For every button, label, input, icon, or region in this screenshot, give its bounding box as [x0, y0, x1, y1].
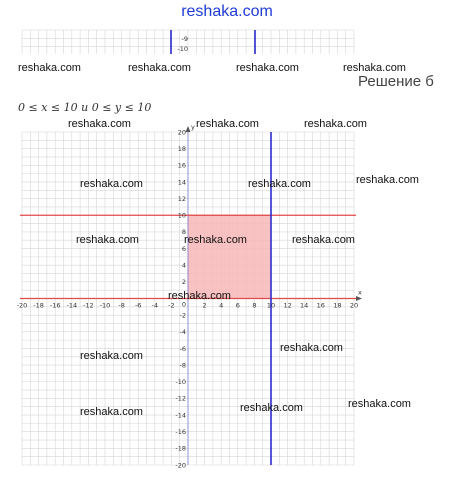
watermark: reshaka.com	[240, 402, 303, 414]
solution-heading: Решение б	[358, 73, 434, 90]
x-tick-label: 4	[219, 301, 224, 310]
y-tick-label: -8	[179, 361, 186, 370]
watermark: reshaka.com	[356, 174, 419, 186]
y-tick-label: 8	[181, 228, 186, 237]
x-tick-label: -20	[16, 301, 28, 310]
x-tick-label: 8	[252, 301, 257, 310]
origin-label: 0	[181, 300, 186, 309]
watermark: reshaka.com	[68, 118, 131, 130]
x-tick-label: -16	[49, 301, 61, 310]
watermark: reshaka.com	[168, 290, 231, 302]
y-tick-label: -14	[175, 411, 186, 420]
x-tick-label: -12	[83, 301, 94, 310]
y-tick-label: -2	[179, 311, 186, 320]
watermark: reshaka.com	[343, 62, 406, 74]
y-tick-label: -20	[175, 461, 186, 470]
y-tick-label: -6	[179, 344, 186, 353]
watermark: reshaka.com	[80, 350, 143, 362]
watermark: reshaka.com	[304, 118, 367, 130]
x-tick-label: -10	[99, 301, 111, 310]
y-tick-label: 16	[177, 161, 186, 170]
watermark: reshaka.com	[76, 234, 139, 246]
y-tick-label: 20	[177, 128, 186, 137]
y-tick-label: 6	[181, 244, 186, 253]
y-tick-label: 4	[181, 261, 186, 270]
watermark: reshaka.com	[348, 398, 411, 410]
y-axis-label: y	[191, 123, 195, 131]
watermark: reshaka.com	[292, 234, 355, 246]
x-tick-label: 2	[202, 301, 207, 310]
y-tick-label: -10	[175, 378, 186, 387]
watermark: reshaka.com	[236, 62, 299, 74]
y-tick-label: 2	[181, 278, 186, 287]
y-tick-label: -4	[179, 328, 186, 337]
site-title[interactable]: reshaka.com	[181, 3, 273, 20]
x-tick-label: -14	[66, 301, 78, 310]
x-tick-label: 12	[283, 301, 292, 310]
x-tick-label: 10	[266, 301, 276, 310]
watermark: reshaka.com	[80, 406, 143, 418]
x-tick-label: -18	[33, 301, 44, 310]
y-tick-label: 18	[177, 144, 186, 153]
x-tick-label: 14	[300, 301, 309, 310]
watermark: reshaka.com	[128, 62, 191, 74]
x-tick-label: -6	[134, 301, 142, 310]
watermark: reshaka.com	[280, 342, 343, 354]
x-tick-label: 6	[235, 301, 240, 310]
solution-condition: 0 ≤ x ≤ 10 и 0 ≤ y ≤ 10	[18, 101, 152, 114]
watermark: reshaka.com	[184, 234, 247, 246]
x-axis-arrow	[356, 296, 362, 301]
y-axis-arrow	[186, 126, 191, 132]
watermark: reshaka.com	[196, 118, 259, 130]
shaded-region	[188, 215, 271, 298]
y-tick-label: -16	[175, 428, 186, 436]
x-tick-label: -4	[151, 301, 159, 310]
x-tick-label: 18	[333, 301, 342, 310]
y-tick-label: -12	[175, 394, 186, 403]
x-tick-label: 16	[316, 301, 325, 310]
y-tick-label: -10	[177, 45, 188, 53]
x-tick-label: -2	[168, 301, 175, 310]
watermark: reshaka.com	[80, 178, 143, 190]
y-tick-label: 12	[177, 194, 186, 203]
y-tick-label: -18	[175, 444, 186, 453]
watermark: reshaka.com	[18, 62, 81, 74]
y-tick-label: 10	[177, 211, 186, 220]
watermark: reshaka.com	[248, 178, 311, 190]
y-tick-label: -9	[181, 35, 188, 43]
x-axis-label: x	[358, 288, 362, 297]
x-tick-label: -8	[118, 301, 125, 310]
x-tick-label: 20	[349, 301, 359, 310]
y-tick-label: 14	[177, 178, 186, 187]
